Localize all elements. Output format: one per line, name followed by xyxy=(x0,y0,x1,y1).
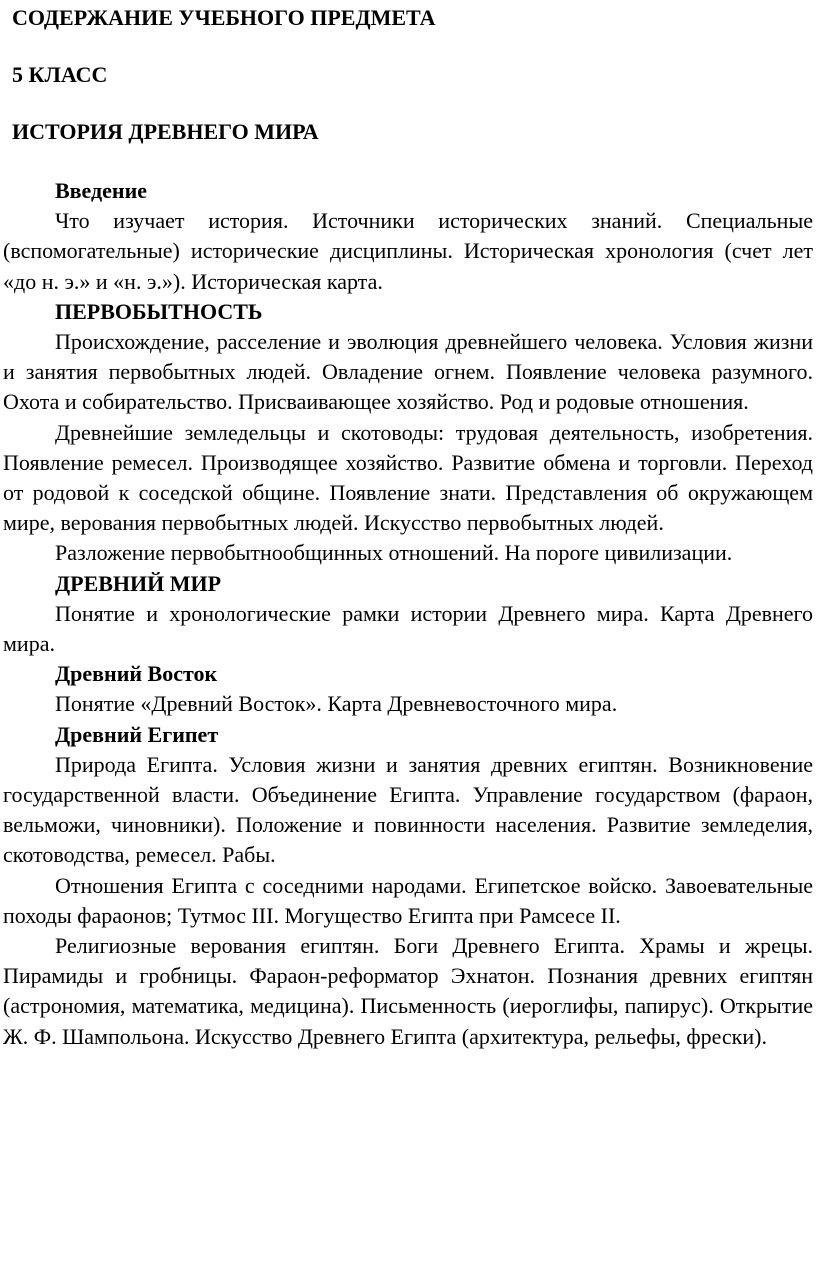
paragraph: Природа Египта. Условия жизни и занятия древних египтян. Возникновение государственной власти. Объединение Египта. Управление государством (фараон, вельможи, чиновники). Положение и повинности населения. Развитие земледелия, скотоводства, ремесел. Рабы. xyxy=(3,751,813,868)
paragraph: Понятие «Древний Восток». Карта Древневосточного мира. xyxy=(55,691,618,717)
grade-heading: 5 КЛАСС xyxy=(12,62,108,87)
section-heading-ancient-world: ДРЕВНИЙ МИР xyxy=(55,570,222,596)
course-heading: ИСТОРИЯ ДРЕВНЕГО МИРА xyxy=(12,119,319,144)
paragraph: Древнейшие земледельцы и скотоводы: трудовая деятельность, изобретения. Появление ремесел. Производящее хозяйство. Развитие обмена и торговли. Переход от родовой к соседской общине. Появление знати. Представления об окружающем мире, верования первобытных людей. Искусство первобытных людей. xyxy=(3,419,813,536)
paragraph: Отношения Египта с соседними народами. Египетское войско. Завоевательные походы фараонов; Тутмос III. Могущество Египта при Рамсесе II. xyxy=(3,872,813,928)
paragraph: Что изучает история. Источники исторических знаний. Специальные (вспомогательные) исторические дисциплины. Историческая хронология (счет лет «до н. э.» и «н. э.»). Историческая карта. xyxy=(3,208,813,294)
section-heading-ancient-east: Древний Восток xyxy=(55,661,218,687)
document-body xyxy=(3,176,813,1052)
section-heading-primitive: ПЕРВОБЫТНОСТЬ xyxy=(55,298,263,324)
paragraph: Религиозные верования египтян. Боги Древнего Египта. Храмы и жрецы. Пирамиды и гробницы. Фараон-реформатор Эхнатон. Познания древних египтян (астрономия, математика, медицина). Письменность (иероглифы, папирус). Открытие Ж. Ф. Шампольона. Искусство Древнего Египта (архитектура, рельефы, фрески). xyxy=(3,933,813,1049)
paragraph: Разложение первобытнообщинных отношений. На пороге цивилизации. xyxy=(55,540,733,566)
paragraph: Понятие и хронологические рамки истории Древнего мира. Карта Древнего мира. xyxy=(3,600,813,657)
document-title: СОДЕРЖАНИЕ УЧЕБНОГО ПРЕДМЕТА xyxy=(12,5,436,30)
section-heading-intro: Введение xyxy=(55,178,148,203)
paragraph: Происхождение, расселение и эволюция древнейшего человека. Условия жизни и занятия первобытных людей. Овладение огнем. Появление человека разумного. Охота и собирательство. Присваивающее хозяйство. Род и родовые отношения. xyxy=(3,329,813,415)
section-heading-ancient-egypt: Древний Египет xyxy=(55,721,219,747)
